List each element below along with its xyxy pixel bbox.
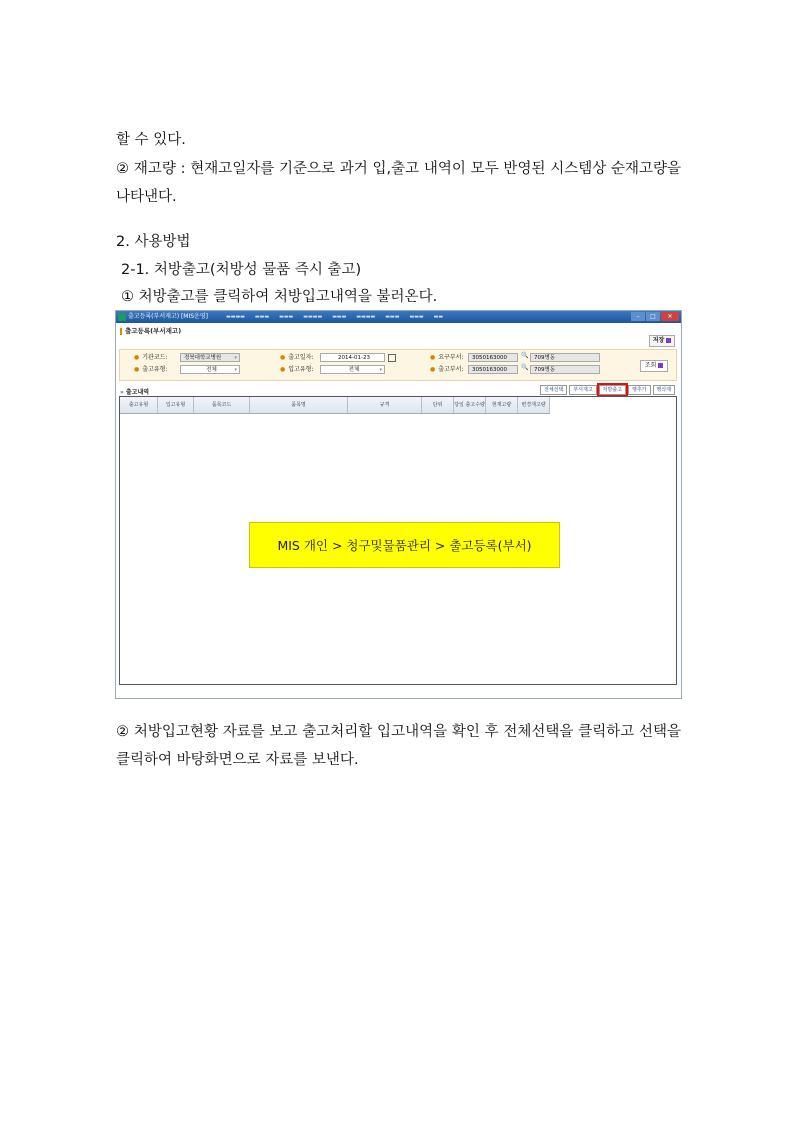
text-line-1: 할 수 있다.: [116, 132, 186, 148]
grid-header: [120, 397, 550, 414]
in-type-select[interactable]: 전체 ▾: [320, 365, 385, 374]
col-daily-out-qty[interactable]: 당일 출고수량: [454, 397, 486, 413]
org-code-select[interactable]: 경북대학교병원 ▾: [180, 353, 240, 362]
menu-path-callout: MIS 개인 > 청구및물품관리 > 출고등록(부서): [249, 522, 560, 568]
paragraph-step-2: ② 처방입고현황 자료를 보고 출고처리할 입고내역을 확인 후 전체선택을 클릭하고 선택을 클릭하여 바탕화면으로 자료를 보낸다.: [116, 724, 681, 768]
req-dept-code[interactable]: 3050163000: [468, 353, 518, 362]
req-dept-label: 요구부서:: [438, 354, 464, 361]
out-dept-label: 출고부서:: [438, 366, 464, 373]
select-all-button[interactable]: 전체선택: [540, 385, 567, 395]
section-heading: 2. 사용방법: [116, 234, 191, 250]
titlebar-menus: ▬▬▬▬ ▬▬▬ ▬▬▬ ▬▬▬▬ ▬▬▬ ▬▬▬▬ ▬▬▬ ▬▬▬ ▬▬: [226, 314, 444, 320]
minimize-icon[interactable]: –: [631, 312, 645, 321]
search-icon[interactable]: 🔍: [521, 364, 529, 371]
step-1: ① 처방출고를 클릭하여 처방입고내역을 불러온다.: [121, 289, 438, 305]
search-button[interactable]: 조회: [640, 360, 668, 372]
out-date-input[interactable]: 2014-01-23: [320, 353, 385, 362]
search-icon[interactable]: 🔍: [521, 352, 529, 359]
dept-stock-button[interactable]: 부서재고: [569, 385, 596, 395]
screenshot-window: [115, 310, 682, 699]
window-controls: [631, 312, 679, 321]
out-date-label: 출고일자:: [288, 354, 314, 361]
action-buttons: [540, 385, 675, 395]
req-dept-name: 709병동: [530, 353, 600, 362]
out-dept-name: 709병동: [530, 365, 600, 374]
search-btn-icon: [658, 363, 663, 368]
col-spec[interactable]: 규격: [348, 397, 422, 413]
out-type-label: 출고유형:: [142, 366, 168, 373]
close-icon[interactable]: ✕: [661, 312, 679, 321]
org-code-label: 기관코드:: [142, 354, 168, 361]
window-title: 출고등록(부서재고) [MIS운영]: [128, 313, 208, 320]
filter-panel: ● 기관코드: 경북대학교병원 ▾ ● 출고유형: 전체 ▾ ● 출고일자: 2014-01-23 ● 입고유형: 전체 ▾ ● 요구부서: 3050163000 🔍 709병동 ● 출고부서: 3050163000 🔍 709병동 조회: [119, 349, 677, 381]
col-in-type[interactable]: 입고유형: [158, 397, 194, 413]
maximize-icon[interactable]: □: [646, 312, 660, 321]
window-titlebar: [116, 311, 681, 323]
delete-row-button[interactable]: 행삭제: [653, 385, 676, 395]
app-icon: [118, 313, 126, 321]
paragraph-stock-quantity: ② 재고량 : 현재고일자를 기준으로 과거 입,출고 내역이 모두 반영된 시스템상 순재고량을 나타낸다.: [116, 161, 681, 205]
screen-title: 출고등록(부서재고): [120, 326, 181, 335]
out-type-select[interactable]: 전체 ▾: [180, 365, 240, 374]
save-icon: [666, 338, 671, 343]
col-current-stock[interactable]: 현재고량: [486, 397, 518, 413]
col-item-name[interactable]: 품목명: [250, 397, 348, 413]
col-item-code[interactable]: 품목코드: [194, 397, 250, 413]
subsection-heading: 2-1. 처방출고(처방성 물품 즉시 출고): [121, 262, 362, 278]
col-unit[interactable]: 단위: [422, 397, 454, 413]
col-out-type[interactable]: 출고유형: [120, 397, 158, 413]
prescription-out-button[interactable]: 처방출고: [599, 385, 626, 395]
out-dept-code[interactable]: 3050163000: [468, 365, 518, 374]
section-title: » 출고내역: [120, 389, 150, 396]
in-type-label: 입고유형:: [288, 366, 314, 373]
add-row-button[interactable]: 행추가: [628, 385, 651, 395]
save-button[interactable]: 저장: [649, 335, 675, 347]
col-changed-stock[interactable]: 변경재고량: [518, 397, 550, 413]
calendar-icon[interactable]: [388, 354, 396, 362]
